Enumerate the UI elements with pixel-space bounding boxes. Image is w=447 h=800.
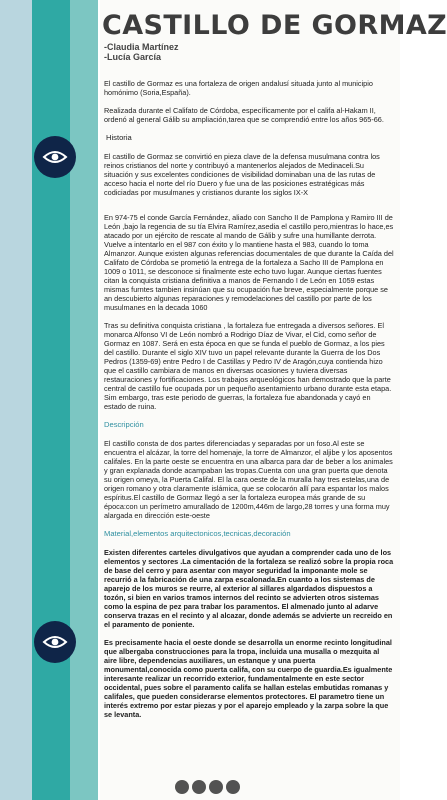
- document-body: [100, 0, 447, 800]
- author-name: -Lucía García: [104, 52, 162, 62]
- side-stripe-teal: [32, 0, 70, 800]
- intro-paragraph: Realizada durante el Califato de Córdoba, específicamente por el califa al-Hakam II, ordenó al general Gálib su ampliación,tarea que se comprendió entre los años 965-66.: [104, 106, 384, 124]
- section-heading-materials: Material,elementos arquitectonicos,tecnicas,decoración: [104, 529, 291, 538]
- section-heading-description: Descripción: [104, 420, 144, 429]
- page-dot: [175, 780, 189, 794]
- eye-icon-glyph: [43, 149, 67, 165]
- history-paragraph: El castillo de Gormaz se convirtió en pieza clave de la defensa musulmana contra los reinos cristianos del norte y contribuyó a mantenerlos alejados de Medinaceli.Su situación y sus excelentes condiciones de visibilidad dominaban una de las rutas de acceso hacia el norte del río Duero y fue una de las posiciones estratégicas más codiciadas por musulmanes y cristianos durante los siglos IX-X: [104, 152, 380, 197]
- page-indicator-dots: [175, 780, 240, 794]
- page-dot: [209, 780, 223, 794]
- description-paragraph: El castillo consta de dos partes diferenciadas y separadas por un foso.Al este se encuentra el alcázar, la torre del homenaje, la torre de Almanzor, el aljibe y los aposentos califales. En la parte oeste se encuentra en una albarca para dar de beber a los animales y gran explanada donde acampaban las tropas.Cuenta con una gran puerta que denota su origen omeya, la Puerta Califal. El la cara oeste de la muralla hay tres estelas,una de origen romano y otra claramente islámica, que se colocarón allí para espantar los malos espíritus.El castillo de Gormaz llegó a ser la fortaleza europea más grande de su época:con un perímetro amurallado de 1200m,446m de largo,28 torres y una forma muy alargada en dirección este-oeste: [104, 439, 393, 520]
- page-title: CASTILLO DE GORMAZ: [102, 10, 447, 41]
- eye-icon: [34, 621, 76, 663]
- materials-paragraph: Existen diferentes carteles divulgativos que ayudan a comprender cada uno de los elementos y sectores .La cimentación de la fortaleza se realizó sobre la propia roca de base del cerro y para asentar con mayor seguridad la imponante mole se recurrió a la fabricación de una zarpa escalonada.En cuanto a los sistemas de aparejo de los muros se reurre, al exterior al sillares algardados dispuestos a tozón, si bien en varios tramos internos del recinto se advierten otros sistemas como la espina de pez para trabar los paramentos. El almenado junto al adarve conserva trazas en el recinto y al alcazar, donde además se advierte un recreido en el paramento de poniente.: [104, 548, 394, 629]
- author-list: [104, 42, 394, 62]
- section-heading-history: Historia: [106, 133, 132, 142]
- page-dot: [226, 780, 240, 794]
- history-paragraph: Tras su definitiva conquista cristiana , la fortaleza fue entregada a diversos señores. El monarca Alfonso VI de León nombró a Rodrigo Díaz de Vivar, el Cid, como señor de Gormaz en 1087. Será en esta época en que se funda el pueblo de Gormaz, a los pies del castillo. Durante el siglo XIV tuvo un papel relevante durante la Guerra de los Dos Pedros (1359-69) entre Pedro I de Castillas y Pedro IV de Aragón,cuya contienda hizo que el castillo cambiara de manos en diversas ocasiones y tuviera diversas restauraciones y fortificaciones. Los trabajos arqueológicos han demostrado que la parte central de castillo fue ocupada por un pequeño asentamiento urbano durante esta etapa. Sim embargo, tras este periodo de guerras, la fortaleza fue abandonada y cayó en estado de ruina.: [104, 321, 392, 411]
- history-paragraph: En 974-75 el conde García Fernández, aliado con Sancho II de Pamplona y Ramiro III de León ,bajo la regencia de su tía Elvira Ramírez,asedia el castillo pero,mientras lo hace,es atacado por un ejército de rescate al mando de Gálib y sufre una humillante derrota. Vuelve a intentarlo en el 987 con éxito y lo mantiene hasta el 983, cuando lo toma Almanzor. Aunque existen algunas referencias documentales de que durante la Caída del Califato de Córdoba se prometió la entrega de la fortaleza a Sacho III de Pamplona en 1009 o 1011, se desconoce si finalmente este echo tuvo lugar. Aunque ciertas fuentes citan la conquista cristiana definitiva a manos de Fernando I de León en 1059 estas mismas furntes tambien insinúan que su ocupación fue breve, especialmente porque se an descubierto algunas reparaciones y remodelaciones del castillo por parte de los musulmanes en la decada 1060: [104, 213, 394, 312]
- intro-paragraph: El castillo de Gormaz es una fortaleza de origen andalusí situada junto al municipio homónimo (Soria,España).: [104, 79, 373, 97]
- eye-icon-glyph: [43, 634, 67, 650]
- materials-paragraph: Es precisamente hacia el oeste donde se desarrolla un enorme recinto longitudinal que albergaba construcciones para la tropa, incluida una musalla o mezquita al aire libre, dependencias auxiliares, un estanque y una puerta monumental,conocida como puerta califa, con su cuerpo de guardia.Es igualmente interesante realizar un recorrido exterior, fundamentalmente en este sector occidental, pues sobre el paramento califa se hallan estelas embutidas romanas y califales, que pueden considerarse elementos protectores. El parametro tiene un interés extremo por estar piezas y por el aparejo empleado y la zarpa sobre la que se levanta.: [104, 638, 393, 719]
- side-stripe-light: [0, 0, 32, 800]
- eye-icon: [34, 136, 76, 178]
- side-stripe-mint: [70, 0, 98, 800]
- page-dot: [192, 780, 206, 794]
- author-name: -Claudia Martínez: [104, 42, 179, 52]
